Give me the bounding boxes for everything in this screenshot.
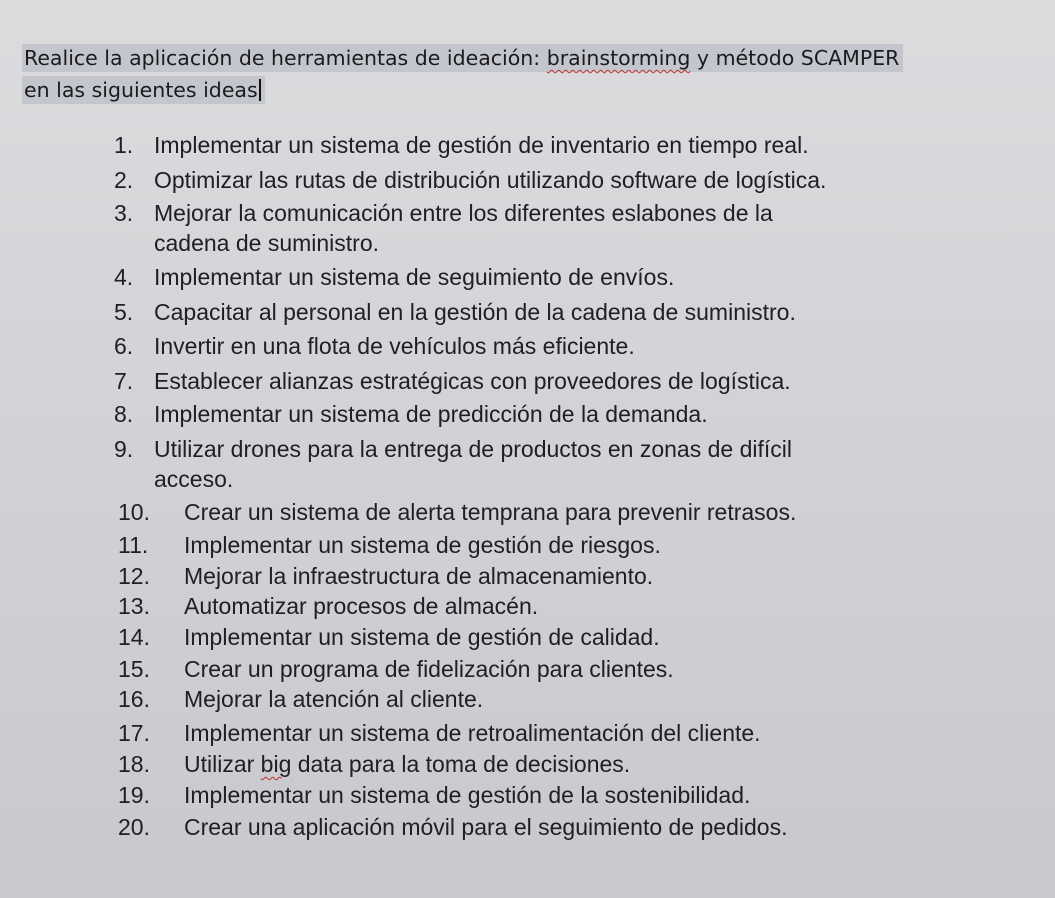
list-item-text-b: data para la toma de decisiones. <box>291 751 631 777</box>
list-item-text-continued: cadena de suministro. <box>154 230 380 256</box>
list-item-number: 20. <box>118 814 150 840</box>
spellcheck-flagged-word[interactable]: big <box>260 751 292 777</box>
list-item-text: Optimizar las rutas de distribución utilizando software de logística. <box>154 167 827 193</box>
list-item-text: Implementar un sistema de predicción de la demanda. <box>154 401 708 427</box>
list-item-text: Implementar un sistema de gestión de calidad. <box>184 624 660 650</box>
list-item-text: Mejorar la comunicación entre los diferentes eslabones de la <box>154 200 773 226</box>
list-item-number: 18. <box>118 751 150 777</box>
highlighted-line-2 <box>22 76 265 104</box>
list-item-number: 13. <box>118 593 150 619</box>
spellcheck-flagged-word[interactable]: brainstorming <box>546 46 691 70</box>
list-item-text: Automatizar procesos de almacén. <box>184 593 539 619</box>
list-item-text: Mejorar la atención al cliente. <box>184 686 484 712</box>
list-item-number: 14. <box>118 624 150 650</box>
list-item-number: 2. <box>114 167 134 193</box>
list-item-number: 17. <box>118 720 150 746</box>
list-item-number: 7. <box>114 368 134 394</box>
text-cursor <box>259 79 261 101</box>
instruction-text-c: en las siguientes ideas <box>24 78 258 102</box>
list-item-number: 3. <box>114 200 134 226</box>
list-item-text: Invertir en una flota de vehículos más eficiente. <box>154 333 635 359</box>
list-item-text: Implementar un sistema de retroalimentación del cliente. <box>184 720 761 746</box>
list-item-text <box>184 749 630 779</box>
list-item-text: Implementar un sistema de gestión de la sostenibilidad. <box>184 782 751 808</box>
instruction-line-1 <box>22 42 962 74</box>
list-item-text: Utilizar drones para la entrega de productos en zonas de difícil <box>154 436 792 462</box>
list-item-number: 1. <box>114 132 134 158</box>
list-item-number: 10. <box>118 499 150 525</box>
list-item-number: 6. <box>114 333 134 359</box>
list-item-text-continued: acceso. <box>154 466 234 492</box>
list-item-number: 16. <box>118 686 150 712</box>
highlighted-line-1 <box>22 44 903 72</box>
list-item-number: 11. <box>118 532 149 558</box>
list-item-number: 5. <box>114 299 134 325</box>
list-item-text: Mejorar la infraestructura de almacenamiento. <box>184 563 654 589</box>
instruction-text-b: y método SCAMPER <box>690 46 900 70</box>
list-item-number: 8. <box>114 401 134 427</box>
list-item-text: Crear una aplicación móvil para el seguimiento de pedidos. <box>184 814 788 840</box>
list-item-text: Implementar un sistema de gestión de inventario en tiempo real. <box>154 132 809 158</box>
list-item-number: 12. <box>118 563 150 589</box>
list-item-text-a: Utilizar <box>184 751 261 777</box>
instruction-line-2 <box>22 74 962 106</box>
list-item-text: Crear un programa de fidelización para clientes. <box>184 656 674 682</box>
list-item-number: 15. <box>118 656 150 682</box>
list-item-text: Implementar un sistema de seguimiento de envíos. <box>154 264 675 290</box>
instruction-text-a: Realice la aplicación de herramientas de ideación: <box>24 46 547 70</box>
list-item-number: 4. <box>114 264 134 290</box>
list-item-text: Capacitar al personal en la gestión de la cadena de suministro. <box>154 299 796 325</box>
list-item-text: Establecer alianzas estratégicas con proveedores de logística. <box>154 368 791 394</box>
list-item-text: Implementar un sistema de gestión de riesgos. <box>184 532 661 558</box>
instruction-paragraph[interactable] <box>22 42 962 106</box>
list-item-number: 9. <box>114 436 134 462</box>
list-item-text: Crear un sistema de alerta temprana para prevenir retrasos. <box>184 499 797 525</box>
list-item-number: 19. <box>118 782 150 808</box>
